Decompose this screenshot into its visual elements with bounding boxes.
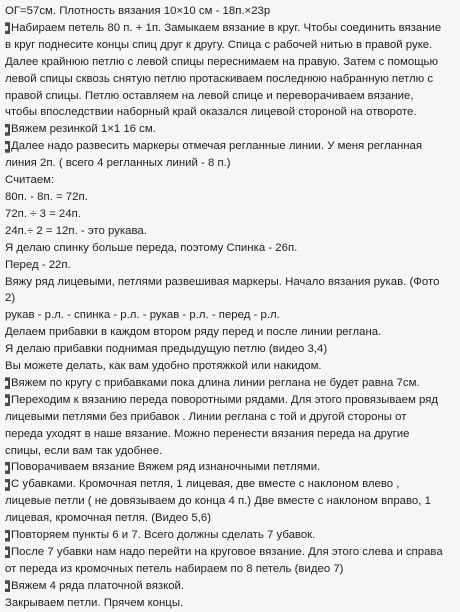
- line-text: Вяжем резинкой 1×1 16 см.: [11, 123, 156, 136]
- bracket-bullet-icon: [5, 580, 10, 592]
- line-text: Вяжем 4 ряда платочной вязкой.: [11, 579, 185, 592]
- bracket-bullet-icon: [5, 462, 10, 474]
- bracket-bullet-icon: [5, 124, 10, 136]
- text-line: [5, 426, 454, 443]
- text-line: [5, 290, 454, 307]
- line-text: Вяжем по кругу с прибавками пока длина линии реглана не будет равна 7см.: [11, 376, 420, 389]
- text-line: [5, 544, 454, 561]
- text-line: [5, 189, 454, 206]
- text-line: [5, 88, 454, 105]
- line-text: Я делаю спинку больше переда, поэтому Спинка - 26п.: [5, 241, 298, 254]
- line-text: Далее крайнюю петлю с левой спицы переснимаем на правую. Затем с помощью: [5, 55, 439, 68]
- line-text: в круг поднесите концы спиц друг к другу. Спица с рабочей нитью в правой руке.: [5, 38, 433, 51]
- text-line: [5, 71, 454, 88]
- text-line: [5, 257, 454, 274]
- line-text: лицевая, кромочная петля. (Видео 5,6): [5, 512, 212, 525]
- text-line: [5, 510, 454, 527]
- bracket-bullet-icon: [5, 377, 10, 389]
- bracket-bullet-icon: [5, 530, 10, 542]
- line-text: Вяжу ряд лицевыми, петлями развешивая маркеры. Начало вязания рукав. (Фото: [5, 275, 440, 288]
- line-text: 24п.÷ 2 = 12п. - это рукава.: [5, 224, 147, 237]
- text-line: [5, 104, 454, 121]
- text-line: [5, 138, 454, 155]
- line-text: ОГ=57см. Плотность вязания 10×10 см - 18п.×23р: [5, 5, 271, 17]
- text-line: [5, 307, 454, 324]
- line-text: рукав - р.л. - спинка - р.л. - рукав - р.л. - перед - р.л.: [5, 309, 280, 322]
- text-line: [5, 392, 454, 409]
- text-line: [5, 240, 454, 257]
- bracket-bullet-icon: [5, 546, 10, 558]
- line-text: Перед - 22п.: [5, 258, 71, 271]
- line-text: левой спицы сквозь снятую петлю протаскиваем последнюю набранную петлю с: [5, 72, 434, 85]
- text-line: [5, 459, 454, 476]
- line-text: Вы можете делать, как вам удобно протяжкой или накидом.: [5, 360, 322, 373]
- line-text: 2): [5, 292, 16, 305]
- text-line: [5, 375, 454, 392]
- text-line: [5, 206, 454, 223]
- text-line: [5, 172, 454, 189]
- line-text: Считаем:: [5, 174, 55, 187]
- line-text: спицы, если вам так удобнее.: [5, 444, 163, 457]
- text-line: [5, 20, 454, 37]
- text-line: [5, 223, 454, 240]
- line-text: 72п. ÷ 3 = 24п.: [5, 207, 81, 220]
- text-line: [5, 341, 454, 358]
- line-text: переда уходят в наше вязание. Можно перенести вязания переда на другие: [5, 427, 410, 440]
- text-line: [5, 324, 454, 341]
- line-text: Поворачиваем вязание Вяжем ряд изнаночными петлями.: [11, 461, 321, 474]
- text-line: [5, 37, 454, 54]
- text-line: [5, 595, 454, 612]
- bracket-bullet-icon: [5, 22, 10, 34]
- text-line: [5, 54, 454, 71]
- line-text: 80п. - 8п. = 72п.: [5, 190, 88, 203]
- text-line: [5, 3, 454, 20]
- bracket-bullet-icon: [5, 479, 10, 491]
- line-text: Делаем прибавки в каждом втором ряду перед и после линии реглана.: [5, 326, 382, 339]
- line-text: После 7 убавки нам надо перейти на круговое вязание. Для этого слева и справа: [11, 546, 443, 558]
- text-line: [5, 409, 454, 426]
- line-text: лицевыми петлями без прибавок . Линии реглана с той и другой стороны от: [5, 410, 407, 423]
- line-text: Переходим к вязанию переда поворотными рядами. Для этого провязываем ряд: [11, 393, 438, 406]
- text-line: [5, 121, 454, 138]
- line-text: С убавками. Кромочная петля, 1 лицевая, две вместе с наклоном влево ,: [11, 478, 400, 491]
- text-line: [5, 155, 454, 172]
- line-text: Закрываем петли. Прячем концы.: [5, 596, 184, 609]
- text-line: [5, 358, 454, 375]
- bracket-bullet-icon: [5, 394, 10, 406]
- line-text: чтобы впоследствии наборный край оказался лицевой стороной на отвороте.: [5, 106, 417, 119]
- text-line: [5, 476, 454, 493]
- bracket-bullet-icon: [5, 141, 10, 153]
- text-line: [5, 527, 454, 544]
- line-text: Далее надо развесить маркеры отмечая регланные линии. У меня регланная: [11, 140, 423, 153]
- line-text: линия 2п. ( всего 4 регланных линий - 8 п.): [5, 157, 231, 170]
- line-text: Повторяем пункты 6 и 7. Всего должны сделать 7 убавок.: [11, 529, 316, 542]
- line-text: лицевые петли ( не довязываем до конца 4 п.) Две вместе с наклоном вправо, 1: [5, 495, 431, 508]
- text-line: [5, 443, 454, 460]
- line-text: от переда из кромочных петель набираем по 8 петель (видео 7): [5, 562, 344, 575]
- line-text: правой спицы. Петлю оставляем на левой спице и переворачиваем вязание,: [5, 89, 414, 102]
- text-line: [5, 274, 454, 291]
- line-text: Я делаю прибавки поднимая предыдущую петлю (видео 3,4): [5, 343, 328, 356]
- text-line: [5, 561, 454, 578]
- line-text: Набираем петель 80 п. + 1п. Замыкаем вязание в круг. Чтобы соединить вязание: [11, 21, 442, 34]
- text-line: [5, 493, 454, 510]
- text-line: [5, 578, 454, 595]
